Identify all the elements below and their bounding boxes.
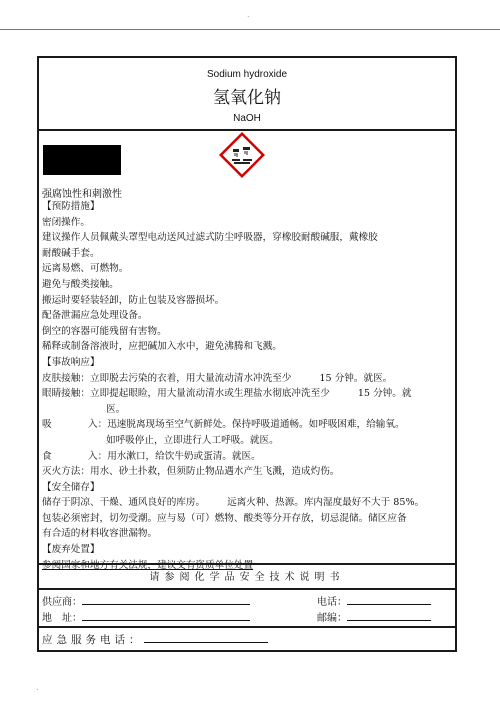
inhalation-label-a: 吸 <box>42 419 52 431</box>
precaution-line: 搬运时要轻装轻卸，防止包装及容器损坏。 <box>42 294 225 306</box>
precaution-line: 建议操作人员佩戴头罩型电动送风过滤式防尘呼吸器，穿橡胶耐酸碱服，戴橡胶 <box>42 232 378 244</box>
ingestion-line <box>42 449 452 465</box>
section-divider <box>39 626 455 628</box>
safety-label-frame <box>37 56 457 652</box>
supplier-field <box>42 593 250 608</box>
page-marker: . <box>36 683 39 692</box>
disposal-text: 参阅国家和地方有关法规，建议交有资质单位处置 <box>42 559 254 571</box>
storage-title: 【安全储存】 <box>42 481 100 493</box>
phone-field <box>317 593 431 608</box>
skin-contact-text: 立即脱去污染的衣着，用大量流动清水冲洗至少 <box>89 372 292 384</box>
postcode-label: 邮编： <box>317 613 347 624</box>
precaution-line: 稀释或制备溶液时，应把碱加入水中，避免沸腾和飞溅。 <box>42 341 282 353</box>
page-marker: . <box>247 10 250 19</box>
corrosive-icon <box>219 132 265 178</box>
supplier-blank[interactable] <box>82 594 250 605</box>
storage-line <box>42 495 452 511</box>
section-divider <box>39 563 455 565</box>
postcode-field <box>317 609 431 624</box>
sds-notice: 请参阅化学品安全技术说明书 <box>149 572 345 583</box>
ingestion-label-b: 入： <box>88 450 108 462</box>
label-header <box>39 58 455 131</box>
precaution-line: 耐酸碱手套。 <box>42 247 100 259</box>
chinese-name: 氢氧化钠 <box>213 88 281 108</box>
storage-text-b: 远离火种、热源。库内湿度最好不大于 85%。 <box>227 497 425 509</box>
response-title: 【事故响应】 <box>42 356 100 368</box>
chemical-formula: NaOH <box>233 113 261 124</box>
skin-contact-line <box>42 371 452 387</box>
skin-contact-label: 皮肤接触： <box>42 372 90 384</box>
ingestion-text: 用水漱口，给饮牛奶或蛋清。就医。 <box>107 450 261 462</box>
page-header-rule <box>0 29 500 30</box>
address-blank[interactable] <box>82 610 250 621</box>
emergency-phone-field <box>42 632 268 647</box>
eye-contact-label: 眼睛接触： <box>42 388 90 400</box>
precaution-line: 远离易燃、可燃物。 <box>42 263 129 275</box>
eye-contact-duration: 15 分钟。就 <box>357 388 412 400</box>
firefighting-line: 灭火方法：用水、砂土扑救，但须防止物品遇水产生飞溅，造成灼伤。 <box>42 466 340 478</box>
inhalation-text: 迅速脱离现场至空气新鲜处。保持呼吸道通畅。如呼吸困难，给输氧。 <box>107 419 405 431</box>
english-name: Sodium hydroxide <box>206 69 288 80</box>
inhalation-continued: 如呼吸停止，立即进行人工呼吸。就医。 <box>106 434 279 446</box>
inhalation-label-b: 入： <box>88 419 108 431</box>
storage-line: 有合适的材料收容泄漏物。 <box>42 528 158 540</box>
phone-label: 电话： <box>317 597 347 608</box>
disposal-title: 【废弃处置】 <box>42 544 100 556</box>
address-field <box>42 609 250 624</box>
skin-contact-duration: 15 分钟。就医。 <box>319 372 393 384</box>
signal-word-box <box>43 145 121 175</box>
precautions-title: 【预防措施】 <box>42 201 100 212</box>
precaution-line: 避免与酸类接触。 <box>42 278 119 290</box>
ingestion-label-a: 食 <box>42 450 52 462</box>
eye-contact-text: 立即提起眼睑，用大量流动清水或生理盐水彻底冲洗至少 <box>89 388 330 400</box>
label-body <box>42 199 452 573</box>
precaution-line: 倒空的容器可能残留有害物。 <box>42 325 167 337</box>
eye-contact-continued: 医。 <box>106 403 126 415</box>
phone-blank[interactable] <box>347 594 431 605</box>
storage-line: 包装必须密封，切勿受潮。应与易（可）燃物、酸类等分开存放，切忌混储。储区应备 <box>42 512 407 524</box>
hazard-statement: 强腐蚀性和刺激性 <box>42 189 122 200</box>
eye-contact-line <box>42 386 452 402</box>
precaution-line: 配备泄漏应急处理设备。 <box>42 310 148 322</box>
emergency-label: 应急服务电话： <box>42 634 144 646</box>
supplier-label: 供应商： <box>42 597 82 608</box>
inhalation-line <box>42 417 452 433</box>
section-divider <box>39 588 455 590</box>
precaution-line: 密闭操作。 <box>42 216 90 228</box>
postcode-blank[interactable] <box>347 610 431 621</box>
address-label: 地 址： <box>42 613 82 624</box>
emergency-blank[interactable] <box>144 632 268 643</box>
storage-text-a: 储存于阴凉、干燥、通风良好的库房。 <box>42 497 206 509</box>
